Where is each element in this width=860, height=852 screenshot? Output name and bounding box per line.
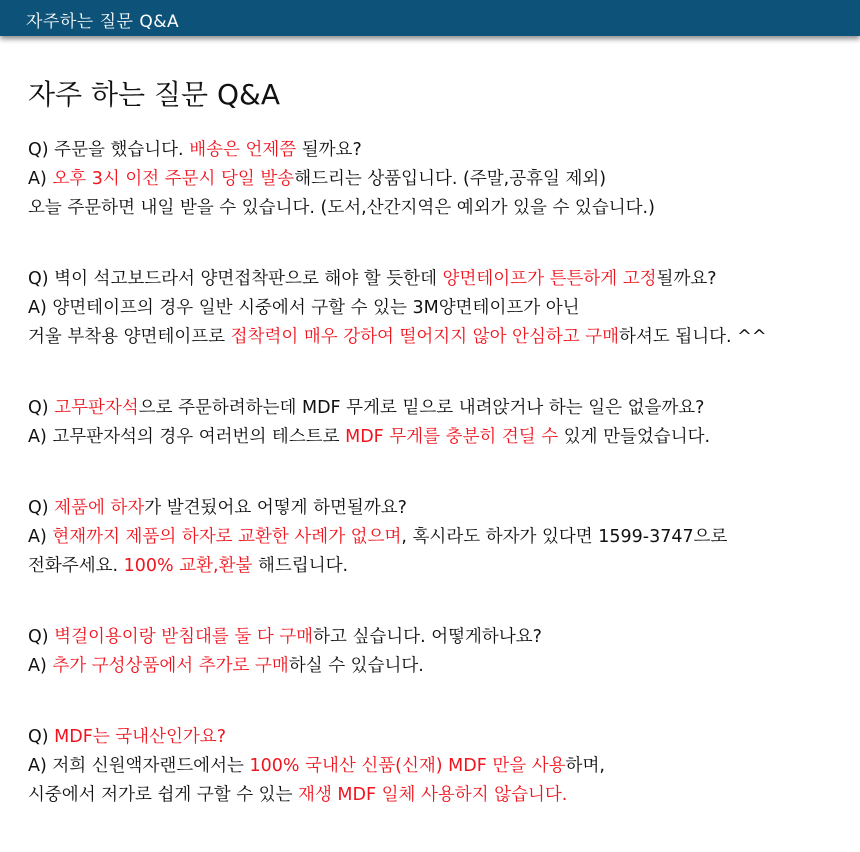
highlight-text: MDF 무게를 충분히 견딜 수 xyxy=(345,427,559,447)
text-segment: Q) xyxy=(28,398,55,418)
highlight-text: 접착력이 매우 강하여 떨어지지 않아 안심하고 구매 xyxy=(230,327,620,347)
text-segment: A) xyxy=(28,169,53,189)
answer-line xyxy=(28,165,848,194)
qa-item xyxy=(28,265,848,352)
question-line xyxy=(28,494,848,523)
answer-line xyxy=(28,552,848,581)
text-segment: 가 발견됬어요 어떻게 하면될까요? xyxy=(144,498,407,518)
text-segment: Q) xyxy=(28,627,55,647)
text-segment: A) xyxy=(28,656,53,676)
qa-item xyxy=(28,723,848,810)
qa-item xyxy=(28,394,848,452)
page-title: 자주 하는 질문 Q&A xyxy=(28,78,281,111)
text-segment: 시중에서 저가로 쉽게 구할 수 있는 xyxy=(28,785,299,805)
highlight-text: 오후 3시 이전 주문시 당일 발송 xyxy=(52,169,295,189)
answer-line xyxy=(28,752,848,781)
question-line xyxy=(28,723,848,752)
text-segment: 해드립니다. xyxy=(252,556,349,576)
text-segment: , 혹시라도 하자가 있다면 1599-3747으로 xyxy=(401,527,728,547)
qa-item xyxy=(28,494,848,581)
answer-line xyxy=(28,781,848,810)
text-segment: A) xyxy=(28,527,53,547)
answer-line xyxy=(28,294,848,323)
qa-list xyxy=(28,136,848,852)
highlight-text: 양면테이프가 튼튼하게 고정 xyxy=(442,269,657,289)
question-line xyxy=(28,136,848,165)
qa-item xyxy=(28,136,848,223)
text-segment: 하고 싶습니다. 어떻게하나요? xyxy=(313,627,542,647)
text-segment: Q) 주문을 했습니다. xyxy=(28,140,190,160)
text-segment: 해드리는 상품입니다. (주말,공휴일 제외) xyxy=(294,169,607,189)
highlight-text: 고무판자석 xyxy=(54,398,139,418)
highlight-text: 추가 구성상품에서 추가로 구매 xyxy=(52,656,289,676)
text-segment: 될까요? xyxy=(656,269,717,289)
text-segment: Q) xyxy=(28,727,55,747)
highlight-text: 벽걸이용이랑 받침대를 둘 다 구매 xyxy=(54,627,314,647)
text-segment: 오늘 주문하면 내일 받을 수 있습니다. (도서,산간지역은 예외가 있을 수 있습니다.) xyxy=(28,198,655,218)
header-bar xyxy=(0,0,860,36)
highlight-text: MDF는 국내산인가요? xyxy=(54,727,226,747)
text-segment: 거울 부착용 양면테이프로 xyxy=(28,327,231,347)
text-segment: 으로 주문하려하는데 MDF 무게로 밑으로 내려앉거나 하는 일은 없을까요? xyxy=(138,398,705,418)
text-segment: 될까요? xyxy=(296,140,362,160)
answer-line xyxy=(28,652,848,681)
text-segment: A) 저희 신원액자랜드에서는 xyxy=(28,756,250,776)
answer-line xyxy=(28,423,848,452)
highlight-text: 100% 교환,환불 xyxy=(123,556,253,576)
text-segment: 하실 수 있습니다. xyxy=(288,656,424,676)
text-segment: Q) 벽이 석고보드라서 양면접착판으로 해야 할 듯한데 xyxy=(28,269,443,289)
answer-line xyxy=(28,523,848,552)
header-title: 자주하는 질문 Q&A xyxy=(26,12,180,32)
highlight-text: 배송은 언제쯤 xyxy=(189,140,297,160)
highlight-text: 100% 국내산 신품(신재) MDF 만을 사용 xyxy=(249,756,566,776)
question-line xyxy=(28,394,848,423)
highlight-text: 현재까지 제품의 하자로 교환한 사례가 없으며 xyxy=(52,527,402,547)
highlight-text: 재생 MDF 일체 사용하지 않습니다. xyxy=(298,785,568,805)
highlight-text: 제품에 하자 xyxy=(54,498,145,518)
text-segment: 하셔도 됩니다. ^^ xyxy=(619,327,767,347)
text-segment: A) 양면테이프의 경우 일반 시중에서 구할 수 있는 3M양면테이프가 아닌 xyxy=(28,298,580,318)
answer-line xyxy=(28,194,848,223)
text-segment: 하며, xyxy=(565,756,605,776)
qa-item xyxy=(28,623,848,681)
question-line xyxy=(28,265,848,294)
text-segment: Q) xyxy=(28,498,55,518)
text-segment: 있게 만들었습니다. xyxy=(558,427,711,447)
answer-line xyxy=(28,323,848,352)
question-line xyxy=(28,623,848,652)
text-segment: A) 고무판자석의 경우 여러번의 테스트로 xyxy=(28,427,346,447)
text-segment: 전화주세요. xyxy=(28,556,124,576)
